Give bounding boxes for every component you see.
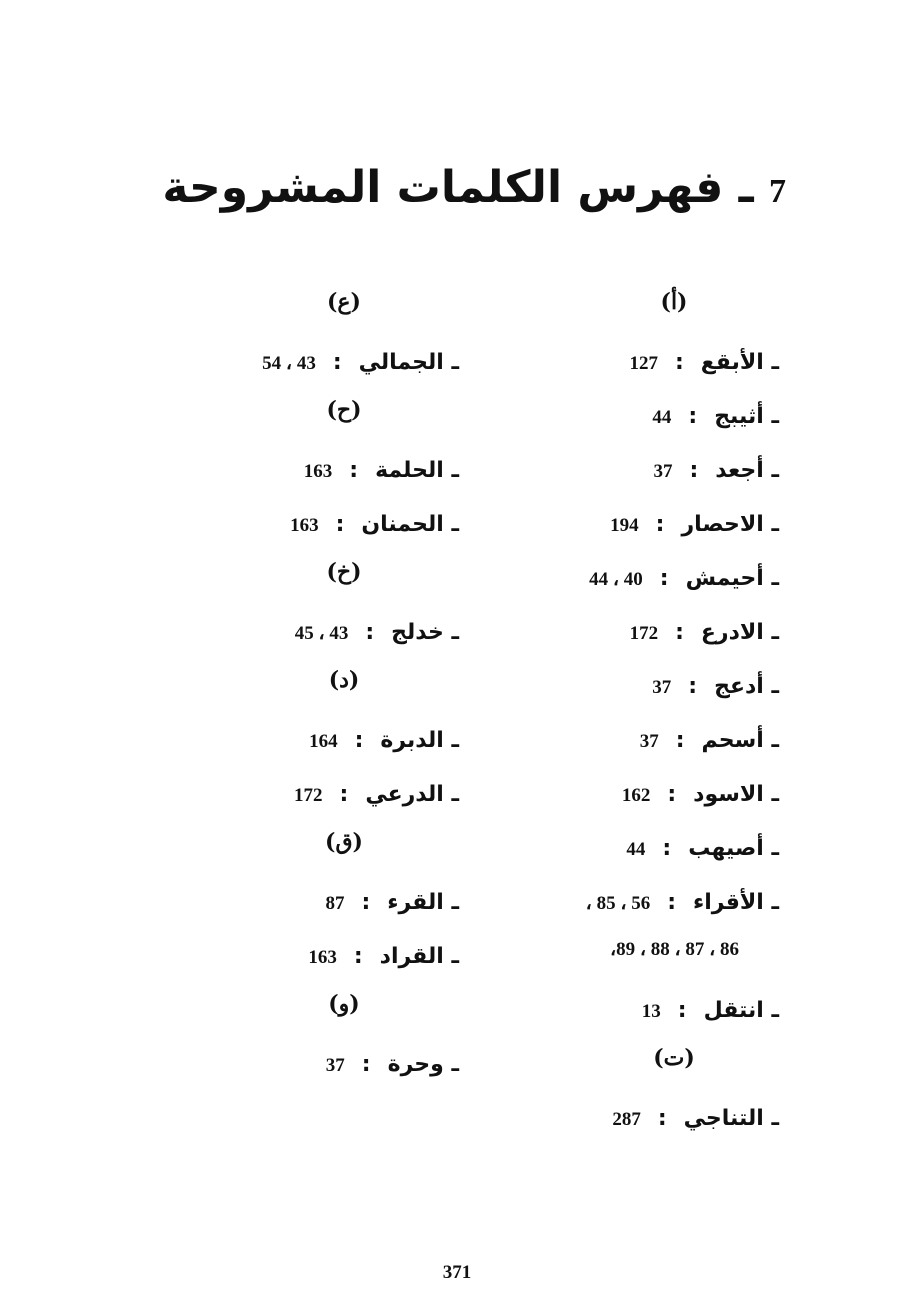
entry-pages: 44 (626, 839, 646, 860)
index-entry (479, 714, 779, 768)
section-letter-qaf: (ق) (325, 829, 363, 855)
index-entry (479, 660, 779, 714)
entry-word: ـ الدبرة (380, 728, 459, 753)
section-letter-waw: (و) (328, 991, 360, 1017)
entry-pages: 172 (629, 623, 659, 644)
index-entry (159, 1038, 459, 1092)
section-letter-ta: (ت) (653, 1045, 695, 1071)
entry-word: ـ أدعج (714, 674, 779, 699)
entry-colon: : (365, 620, 375, 645)
index-entry (159, 768, 459, 822)
entry-pages: 37 (652, 677, 672, 698)
entry-pages: 163 (303, 461, 333, 482)
entry-colon: : (335, 512, 345, 537)
entry-pages: 163 (308, 947, 337, 968)
entry-pages: 127 (629, 353, 658, 374)
entry-word: ـ التناجي (683, 1106, 779, 1131)
entry-pages-continued: 86 ، 87 ، 88 ، 89، (609, 939, 739, 960)
entry-pages: 37 (653, 461, 673, 482)
entry-colon: : (677, 998, 687, 1023)
entry-colon: : (361, 890, 371, 915)
entry-word: ـ الدرعي (365, 782, 459, 807)
entry-pages: 164 (309, 731, 338, 752)
entry-colon: : (353, 944, 363, 969)
title-text: فهرس الكلمات المشروحة (162, 162, 724, 213)
entry-word: ـ الادرع (700, 620, 779, 645)
entry-colon: : (675, 620, 684, 645)
entry-pages: 162 (621, 785, 651, 806)
index-entry (159, 606, 459, 660)
entry-word: ـ القرء (387, 890, 459, 915)
index-entry (479, 984, 779, 1038)
entry-pages: 287 (612, 1109, 641, 1130)
entry-colon: : (657, 1106, 667, 1131)
entry-pages: 87 (325, 893, 345, 914)
entry-colon: : (361, 1052, 371, 1077)
index-column-right (479, 282, 779, 1146)
entry-colon: : (349, 458, 359, 483)
entry-pages: 172 (294, 785, 323, 806)
entry-pages: 43 ، 54 (262, 353, 316, 374)
entry-colon: : (675, 728, 685, 753)
entry-pages: 40 ، 44 (589, 569, 643, 590)
index-entry (479, 336, 779, 390)
index-column-left (159, 282, 459, 1092)
title-dash: ـ (738, 162, 754, 213)
entry-word: ـ أثيبج (714, 404, 779, 429)
entry-colon: : (659, 566, 669, 591)
entry-word: ـ القراد (379, 944, 459, 969)
index-entry (479, 1092, 779, 1146)
entry-pages: 37 (639, 731, 659, 752)
entry-word: ـ وحرة (387, 1052, 459, 1077)
entry-pages: 44 (652, 407, 672, 428)
index-entry (479, 876, 779, 930)
entry-colon: : (667, 782, 677, 807)
entry-word: ـ خدلج (391, 620, 459, 645)
index-entry (479, 768, 779, 822)
title-number: 7 (769, 173, 786, 210)
index-entry (479, 552, 779, 606)
entry-word: ـ الحلمة (375, 458, 459, 483)
index-entry (159, 930, 459, 984)
entry-pages: 43 ، 45 (294, 623, 349, 644)
entry-word: ـ الاحصار (681, 512, 779, 537)
section-letter-dal: (د) (328, 667, 360, 693)
entry-colon: : (674, 350, 684, 375)
entry-word: ـ الأبقع (700, 350, 779, 375)
index-entry (159, 498, 459, 552)
entry-word: ـ الجمالي (358, 350, 459, 375)
entry-colon: : (354, 728, 364, 753)
index-entry (479, 390, 779, 444)
page-number: 371 (442, 1262, 472, 1283)
index-entry (159, 444, 459, 498)
entry-pages: 163 (290, 515, 319, 536)
index-entry (479, 498, 779, 552)
index-entry (159, 336, 459, 390)
entry-colon: : (662, 836, 672, 861)
entry-word: ـ الأقراء (693, 890, 779, 915)
entry-word: ـ أحيمش (685, 566, 779, 591)
entry-colon: : (655, 512, 665, 537)
entry-word: ـ أجعد (715, 458, 779, 483)
entry-colon: : (332, 350, 342, 375)
entry-colon: : (667, 890, 677, 915)
entry-word: ـ انتقل (703, 998, 779, 1023)
entry-pages: 194 (610, 515, 639, 536)
entry-colon: : (689, 458, 699, 483)
entry-colon: : (339, 782, 349, 807)
entry-pages: 37 (325, 1055, 345, 1076)
index-entry (479, 606, 779, 660)
section-letter-alif: (أ) (660, 289, 688, 315)
entry-colon: : (688, 404, 698, 429)
entry-word: ـ الحمنان (361, 512, 459, 537)
index-entry (159, 876, 459, 930)
entry-word: ـ الاسود (693, 782, 779, 807)
entry-pages: 56 ، 85 ، (585, 893, 651, 914)
entry-pages: 13 (641, 1001, 661, 1022)
page-title (162, 158, 786, 222)
section-letter-ain: (ع) (327, 289, 361, 315)
section-letter-ha: (ح) (326, 397, 362, 423)
entry-word: ـ أصيهب (688, 836, 779, 861)
index-entry (479, 444, 779, 498)
index-entry (159, 714, 459, 768)
index-entry (479, 822, 779, 876)
entry-word: ـ أسحم (701, 728, 779, 753)
section-letter-kha: (خ) (326, 559, 362, 585)
entry-colon: : (688, 674, 698, 699)
